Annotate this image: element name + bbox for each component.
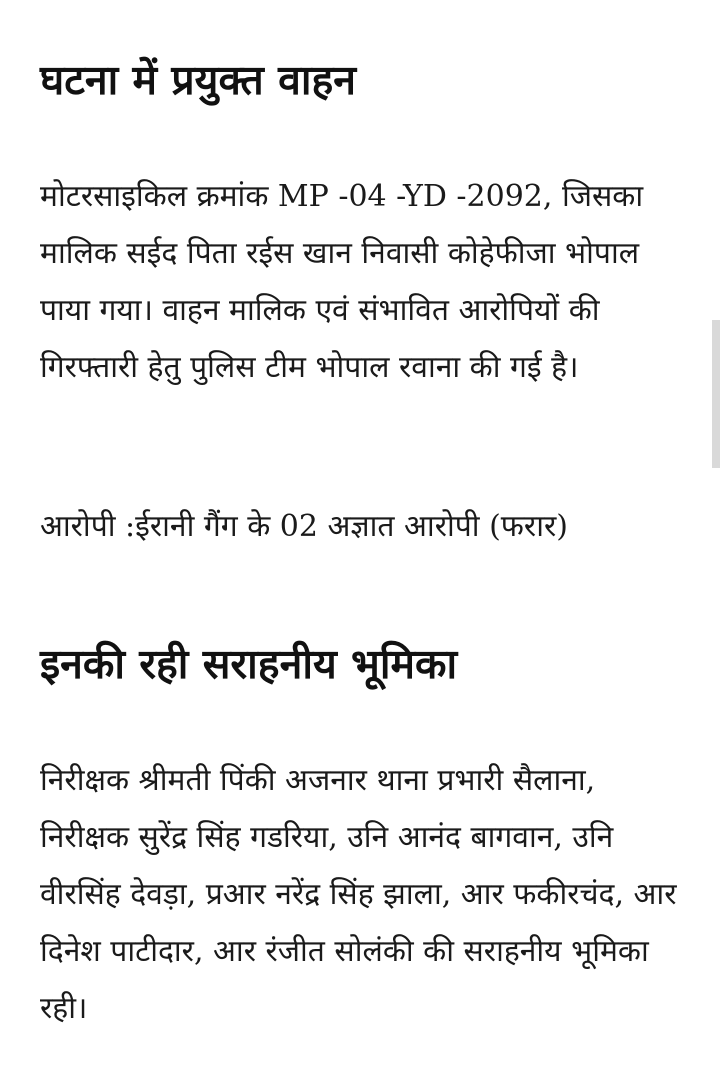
section-heading-commendable-role: इनकी रही सराहनीय भूमिका bbox=[40, 640, 458, 688]
scrollbar-thumb[interactable] bbox=[712, 320, 720, 468]
commendable-role-paragraph: निरीक्षक श्रीमती पिंकी अजनार थाना प्रभारी सैलाना, निरीक्षक सुरेंद्र सिंह गडरिया, उनि आनंद बागवान, उनि वीरसिंह देवड़ा, प्रआर नरेंद्र सिंह झाला, आर फकीरचंद, आर दिनेश पाटीदार, आर रंजीत सोलंकी की सराहनीय भूमिका रही। bbox=[40, 763, 677, 1026]
section-heading-vehicle: घटना में प्रयुक्त वाहन bbox=[40, 56, 357, 104]
vehicle-details-paragraph: मोटरसाइकिल क्रमांक MP -04 -YD -2092, जिसका मालिक सईद पिता रईस खान निवासी कोहेफीजा भोपाल पाया गया। वाहन मालिक एवं संभावित आरोपियों की गिरफ्तारी हेतु पुलिस टीम भोपाल रवाना की गई है। bbox=[40, 179, 644, 385]
accused-paragraph: आरोपी :ईरानी गैंग के 02 अज्ञात आरोपी (फरार) bbox=[40, 509, 568, 544]
